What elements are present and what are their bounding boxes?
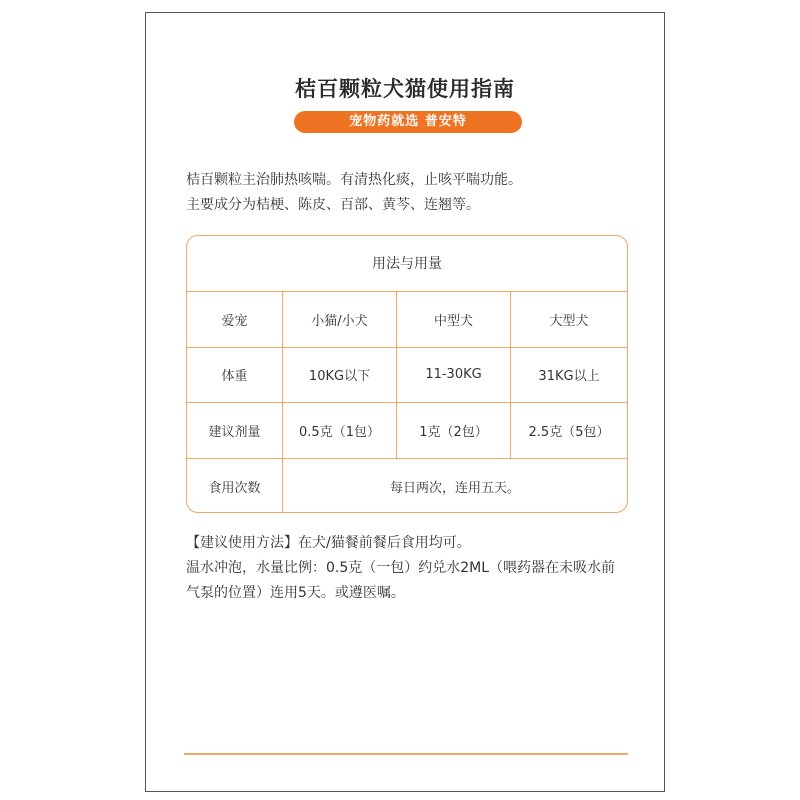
bottom-divider bbox=[184, 753, 628, 755]
intro-text bbox=[186, 168, 636, 218]
usage-line: 温水冲泡，水量比例：0.5克（一包）约兑水2ML（喂药器在未吸水前 bbox=[186, 560, 616, 576]
row-label: 食用次数 bbox=[187, 459, 283, 514]
usage-line: 【建议使用方法】在犬/猫餐前餐后食用均可。 bbox=[186, 535, 471, 551]
row-label: 爱宠 bbox=[187, 292, 283, 347]
table-cell: 31KG以上 bbox=[538, 369, 600, 385]
table-cell: 大型犬 bbox=[549, 313, 589, 329]
row-label: 建议剂量 bbox=[187, 403, 283, 458]
table-cell: 中型犬 bbox=[397, 292, 511, 347]
intro-line: 主要成分为桔梗、陈皮、百部、黄芩、连翘等。 bbox=[186, 197, 480, 213]
table-cell: 1克（2包） bbox=[397, 403, 511, 458]
usage-line: 气泵的位置）连用5天。或遵医嘱。 bbox=[186, 585, 405, 601]
usage-instructions bbox=[186, 531, 636, 606]
guide-page bbox=[145, 12, 665, 792]
table-header: 用法与用量 bbox=[187, 236, 627, 292]
table-row-dose bbox=[187, 403, 627, 459]
table-cell: 2.5克（5包） bbox=[528, 424, 610, 440]
page-title: 桔百颗粒犬猫使用指南 bbox=[295, 77, 515, 101]
table-cell: 小猫/小犬 bbox=[283, 292, 397, 347]
brand-banner: 宠物药就选 普安特 bbox=[294, 111, 522, 133]
table-cell-merged: 每日两次，连用五天。 bbox=[389, 480, 520, 496]
dosage-table bbox=[186, 235, 628, 513]
table-cell: 0.5克（1包） bbox=[283, 403, 397, 458]
table-cell: 10KG以下 bbox=[283, 348, 397, 403]
table-row-frequency bbox=[187, 459, 627, 514]
intro-line: 桔百颗粒主治肺热咳喘。有清热化痰，止咳平喘功能。 bbox=[186, 172, 522, 188]
table-cell: 11-30KG bbox=[397, 348, 511, 403]
table-row-pet bbox=[187, 292, 627, 348]
table-row-weight bbox=[187, 348, 627, 404]
row-label: 体重 bbox=[187, 348, 283, 403]
